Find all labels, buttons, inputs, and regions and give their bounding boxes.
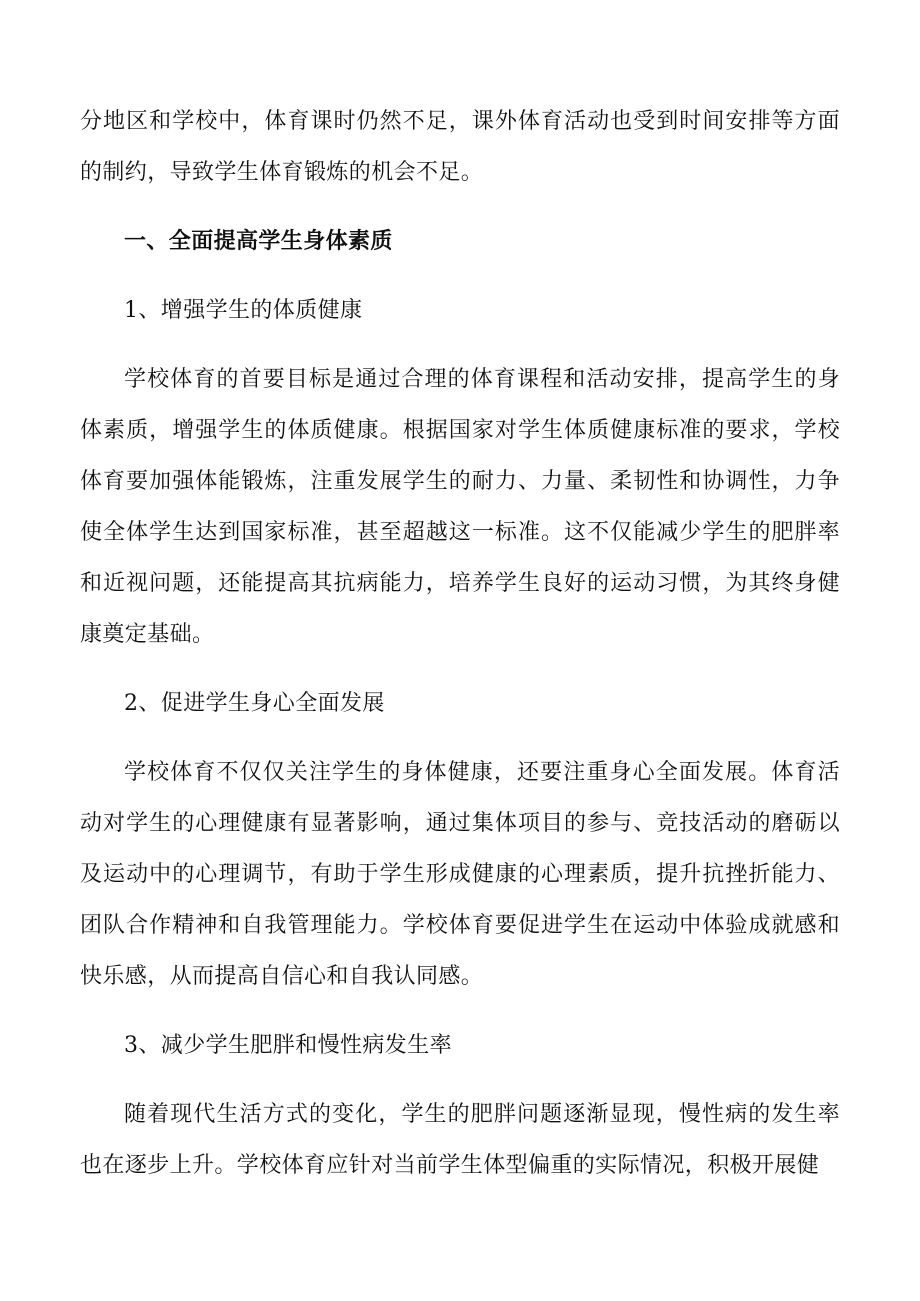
section-title: 一、全面提高学生身体素质: [124, 229, 393, 254]
subsection-body-2: 学校体育不仅仅关注学生的身体健康，还要注重身心全面发展。体育活动对学生的心理健康有显著影响，通过集体项目的参与、竞技活动的磨砺以及运动中的心理调节，有助于学生形成健康的心理素质，提升抗挫折能力、团队合作精神和自我管理能力。学校体育要促进学生在运动中体验成就感和快乐感，从而提高自信心和自我认同感。: [80, 760, 840, 989]
subsection-heading-3: 3、减少学生肥胖和慢性病发生率: [124, 1033, 452, 1058]
subsection-heading-1: 1、增强学生的体质健康: [124, 298, 363, 323]
subsection-body-3: 随着现代生活方式的变化，学生的肥胖问题逐渐显现，慢性病的发生率也在逐步上升。学校体育应针对当前学生体型偏重的实际情况，积极开展健: [80, 1102, 840, 1178]
subsection-heading-2: 2、促进学生身心全面发展: [124, 691, 385, 716]
subsection-body-1: 学校体育的首要目标是通过合理的体育课程和活动安排，提高学生的身体素质，增强学生的体质健康。根据国家对学生体质健康标准的要求，学校体育要加强体能锻炼，注重发展学生的耐力、力量、柔韧性和协调性，力争使全体学生达到国家标准，甚至超越这一标准。这不仅能减少学生的肥胖率和近视问题，还能提高其抗病能力，培养学生良好的运动习惯，为其终身健康奠定基础。: [80, 367, 840, 647]
document-body: [80, 96, 840, 1191]
continuation-paragraph: 分地区和学校中，体育课时仍然不足，课外体育活动也受到时间安排等方面的制约，导致学生体育锻炼的机会不足。: [80, 109, 840, 185]
